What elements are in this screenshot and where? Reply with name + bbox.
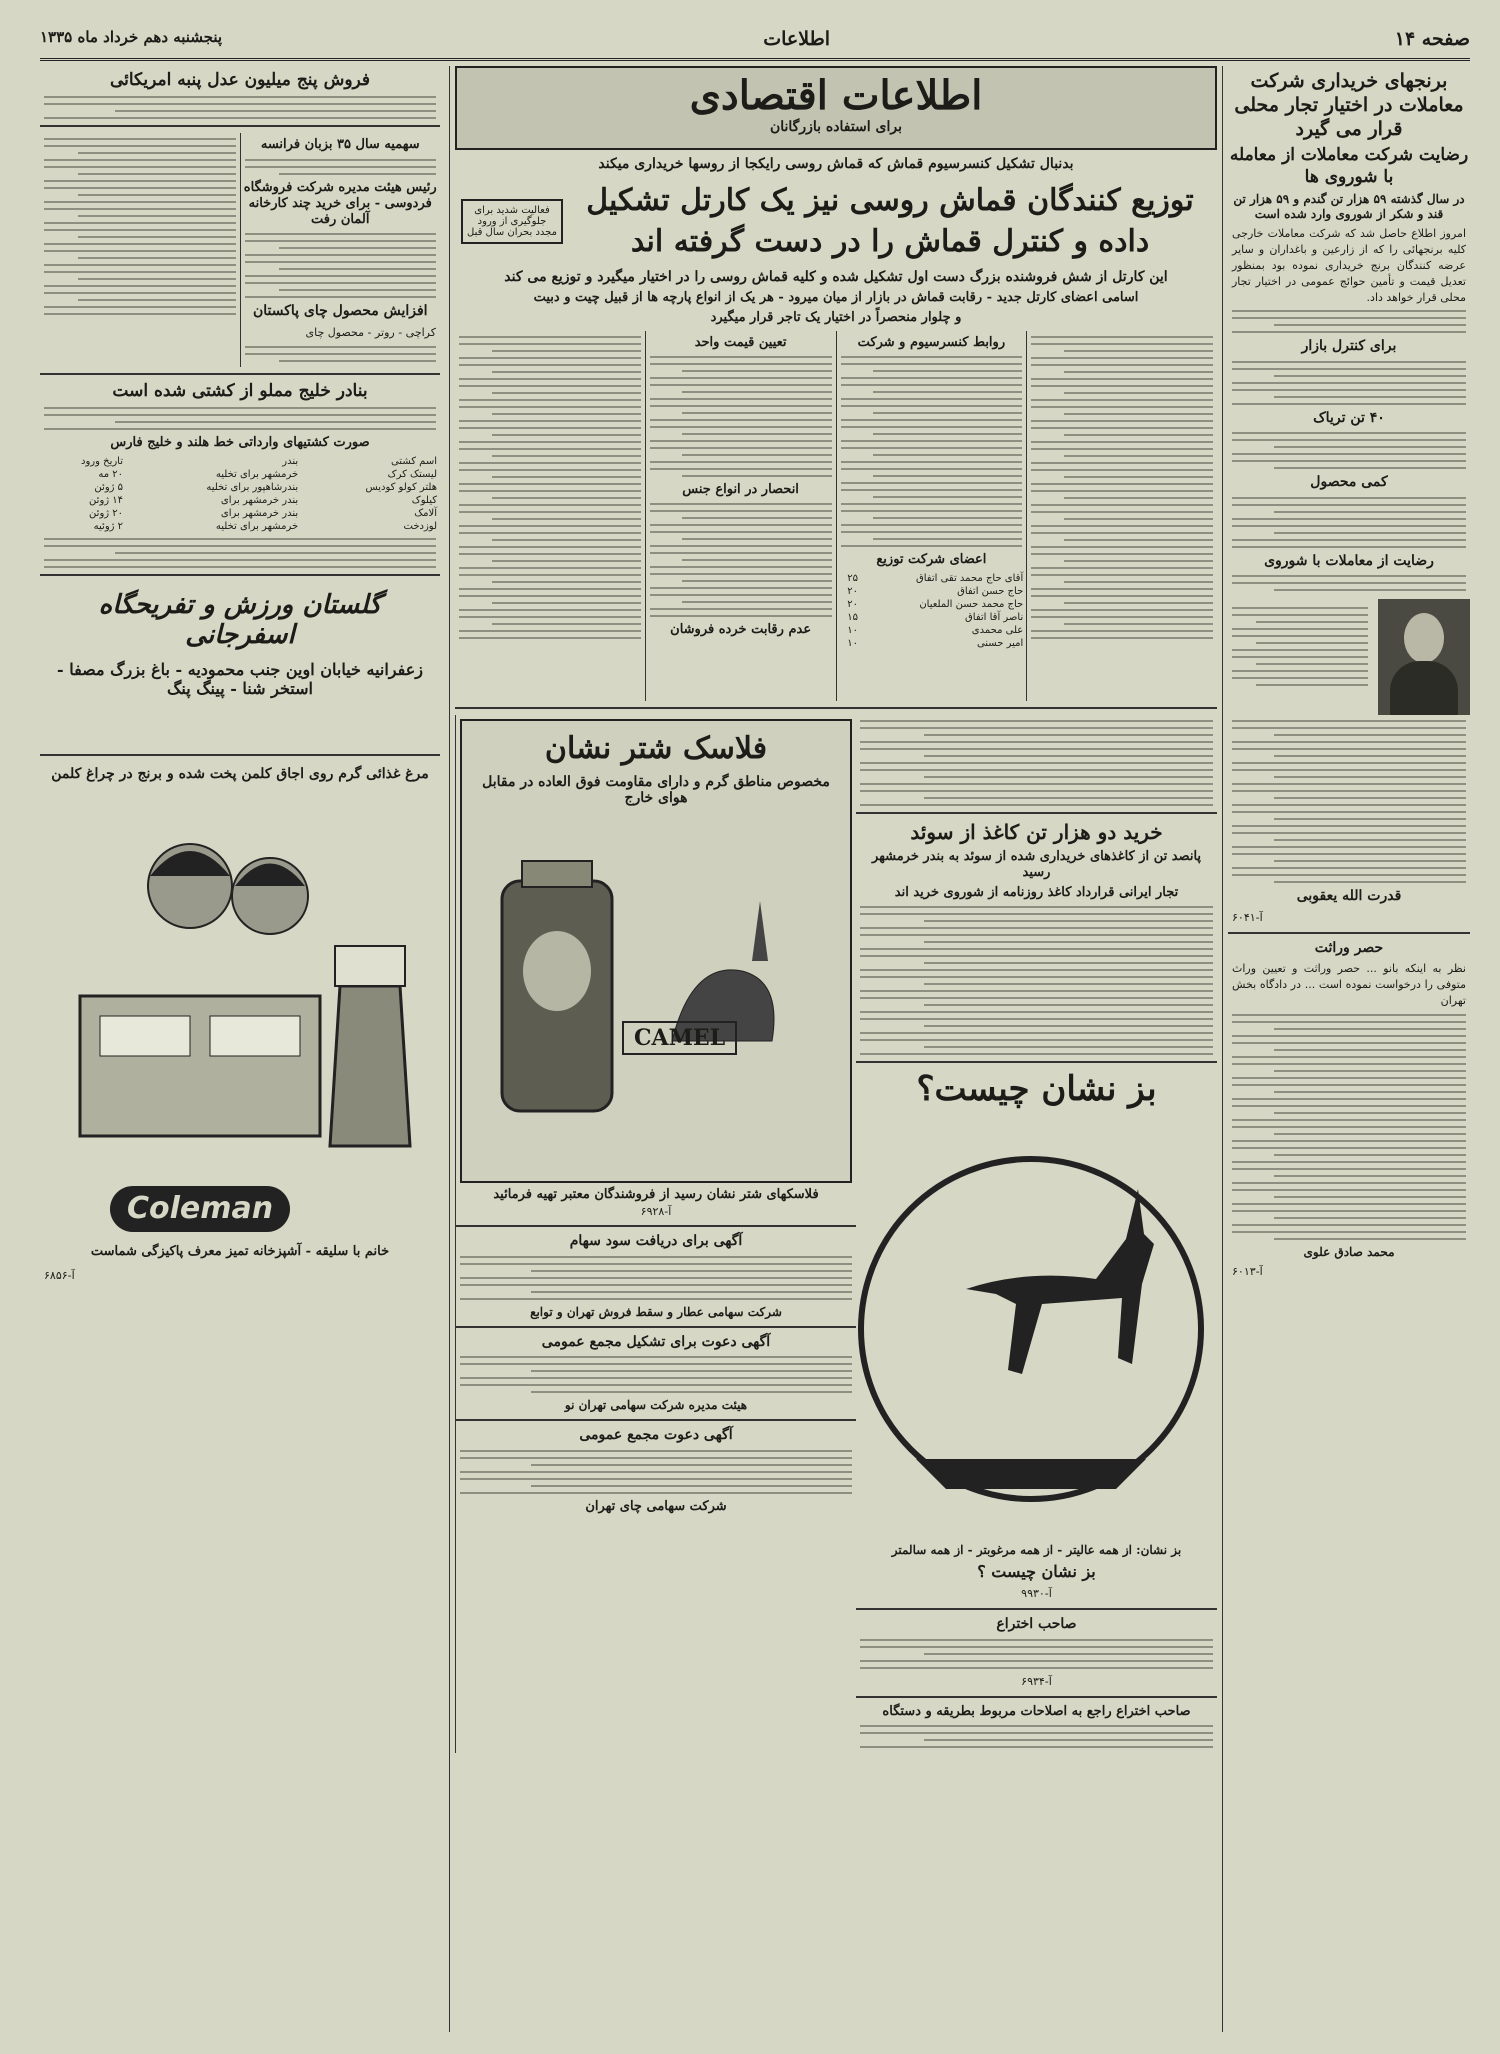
pakistan-sub: کراچی - روتر - محصول چای <box>305 325 436 339</box>
ships-table <box>40 455 440 533</box>
patent-head-1: صاحب اختراع <box>996 1616 1077 1633</box>
newspaper-page <box>40 22 1470 2032</box>
table-row: علی محمدی ۱۰ <box>847 625 1024 636</box>
soviet-headline: رضایت شرکت معاملات از معامله با شوروی ها <box>1229 145 1469 187</box>
cartel-deck-2: اسامی اعضای کارتل جدید - رقابت قماش در بازار از میان میرود - هر یک از انواع پارچه ها از قبیل چیت و دبیت <box>533 290 1139 305</box>
table-row: کیلوک بندر خرمشهر برای ۱۴ ژوئن <box>89 495 437 507</box>
masthead <box>40 22 1470 61</box>
retailers-subhead: عدم رقابت خرده فروشان <box>670 622 812 637</box>
paper-subhead-2: تجار ایرانی قرارداد کاغذ روزنامه از شوروی خرید اند <box>894 885 1179 900</box>
coleman-illustration <box>40 816 440 1196</box>
caption-code: آ-۶۰۴۱ <box>1232 910 1263 924</box>
meeting-head: آگهی دعوت برای تشکیل مجمع عمومی <box>541 1333 771 1350</box>
gulf-headline: بنادر خلیج مملو از کشتی شده است <box>112 380 368 401</box>
caption-name: قدرت الله یعقوبی <box>1296 888 1402 905</box>
cotton-headline: فروش پنج میلیون عدل پنبه امریکائی <box>109 70 371 90</box>
coleman-footer: خانم با سلیقه - آشپزخانه تمیز معرف پاکیزگی شماست <box>90 1244 390 1260</box>
soviet-subhead: در سال گذشته ۵۹ هزار تن گندم و ۵۹ هزار تن قند و شکر از شوروی وارد شده است <box>1233 191 1465 221</box>
members-subhead: اعضای شرکت توزیع <box>876 551 987 567</box>
rice-headline: برنجهای خریداری شرکت معاملات در اختیار تجار محلی قرار می گیرد <box>1234 70 1464 140</box>
patent-head-2: صاحب اختراع راجع به اصلاحات مربوط بطریقه و دستگاه <box>882 1703 1191 1719</box>
coleman-code: آ-۶۸۵۶ <box>44 1269 75 1283</box>
paper-name: اطلاعات <box>763 28 830 50</box>
french-head: سهمیه سال ۳۵ بزبان فرانسه <box>260 137 420 153</box>
ships-header-row: اسم کشتی بندر تاریخ ورود <box>81 456 437 468</box>
cartel-title-1: توزیع کنندگان قماش روسی نیز یک کارتل تشکیل <box>586 182 1194 218</box>
paper-headline: خرید دو هزار تن کاغذ از سوئد <box>910 819 1163 844</box>
meeting2-head: آگهی دعوت مجمع عمومی <box>579 1427 733 1444</box>
satisfaction-subhead: رضایت از معاملات با شوروی <box>1264 552 1434 569</box>
coleman-logo: Coleman <box>110 1186 290 1232</box>
dividend-head: آگهی برای دریافت سود سهام <box>569 1233 743 1250</box>
economic-banner <box>455 66 1217 150</box>
consortium-subhead: روابط کنسرسیوم و شرکت <box>857 334 1006 350</box>
issue-date: پنجشنبه دهم خرداد ماه ۱۳۳۵ <box>40 28 223 46</box>
dividend-company: شرکت سهامی عطار و سقط فروش تهران و توابع <box>530 1304 782 1319</box>
opium-subhead: ۴۰ تن تریاک <box>1313 409 1385 426</box>
shortage-subhead: کمی محصول <box>1310 474 1388 491</box>
table-row: هلتر کولو کودیس بندرشاهپور برای تخلیه ۵ ژوئن <box>94 482 437 494</box>
pakistan-head: افزایش محصول چای پاکستان <box>252 303 428 320</box>
inheritance-code: آ-۶۰۱۳ <box>1232 1265 1263 1279</box>
cartel-kicker: بدنبال تشکیل کنسرسیوم قماش که قماش روسی رایکجا از روسها خریداری میکند <box>598 156 1074 172</box>
cartel-note-box: فعالیت شدید برای جلوگیری از ورود مجدد بحران سال قبل <box>461 199 563 244</box>
goat-ad <box>856 1069 1217 1539</box>
paper-subhead: پانصد تن از کاغذهای خریداری شده از سوئد به بندر خرمشهر رسید <box>871 848 1202 880</box>
tea-company: شرکت سهامی چای تهران <box>585 1498 727 1514</box>
patent-code: آ-۶۹۳۴ <box>1021 1674 1052 1688</box>
page-number: صفحه ۱۴ <box>1394 28 1470 50</box>
table-row: امیر حسنی ۱۰ <box>847 638 1024 649</box>
board-head: رئیس هیئت مدیره شرکت فروشگاه فردوسی - برای خرید چند کارخانه آلمان رفت <box>243 179 437 227</box>
portrait-photo <box>1378 599 1470 715</box>
goat-illustration <box>856 1129 1206 1529</box>
signature: محمد صادق علوی <box>1303 1245 1395 1260</box>
cartel-deck-1: این کارتل از شش فروشنده بزرگ دست اول تشکیل شده و کلیه قماش روسی را در اختیار میگیرد و توزیع می کند <box>504 268 1168 285</box>
banner-subtitle: برای استفاده بازرگانان <box>769 119 903 135</box>
table-row: حاج محمد حسن الملعیان ۲۰ <box>847 599 1024 610</box>
center-area <box>455 66 1217 2032</box>
table-row: آلامک بندر خرمشهر برای ۲۰ ژوئن <box>89 508 437 520</box>
table-row: لوزدخت خرمشهر برای تخلیه ۲ ژوئیه <box>93 521 437 533</box>
meeting-board: هیئت مدیره شرکت سهامی تهران نو <box>564 1398 748 1413</box>
market-subhead: برای کنترل بازار <box>1301 338 1397 355</box>
table-row: آقای حاج محمد تقی اتفاق ۲۵ <box>847 573 1024 584</box>
goat-question: بز نشان چیست ؟ <box>977 1562 1096 1582</box>
left-column <box>40 66 440 2032</box>
table-row: ناصر آقا اتفاق ۱۵ <box>847 612 1024 623</box>
members-table <box>837 572 1027 650</box>
right-column <box>1228 66 1470 2032</box>
inheritance-text: نظر به اینکه بانو ... حصر وراثت و تعیین وراث متوفی را درخواست نموده است ... در دادگاه بخش تهران <box>1232 962 1466 1008</box>
thermos-ad: فلاسک شتر نشان مخصوص مناطق گرم و دارای مقاومت فوق العاده در مقابل هوای خارج CAMEL <box>460 719 852 1183</box>
goat-headline: بز نشان چیست؟ <box>916 1069 1157 1110</box>
table-row: حاج حسن اتفاق ۲۰ <box>847 586 1024 597</box>
goat-code: آ-۹۹۳۰ <box>1021 1587 1052 1601</box>
rice-paragraph: امروز اطلاع حاصل شد که شرکت معاملات خارجی کلیه برنجهائی را که از زارعین و باغداران و سایر عرضه کنندگان برنج خریداری نموده بود بمنظور تعدیل قیمت و تأمین حوائج عمومی در اختیار تجار محلی قرار خواهد داد. <box>1232 226 1466 304</box>
cartel-title-2: داده و کنترل قماش را در دست گرفته اند <box>630 224 1150 259</box>
coleman-ad: مرغ غذائی گرم روی اجاق کلمن پخت شده و برنج در چراغ کلمن Coleman خانم با سلیقه - آشپزخانه تمیز معرف پاکیزگی شماست آ-۶۸۵۶ <box>40 766 440 1286</box>
monopoly-subhead: انحصار در انواع جنس <box>682 481 799 497</box>
thermos-code: آ-۶۹۲۸ <box>640 1204 672 1218</box>
golestan-ad: گلستان ورزش و تفریحگاه اسفرجانی زعفرانیه خیابان اوین جنب محمودیه - باغ بزرگ مصفا - استخر شنا - پینگ پنگ <box>56 590 423 699</box>
goat-tagline: بز نشان: از همه عالیتر - از همه مرغوبتر - از همه سالمتر <box>891 1543 1182 1558</box>
thermos-illustration <box>462 841 852 1141</box>
camel-label: CAMEL <box>622 1021 737 1055</box>
price-subhead: تعیین قیمت واحد <box>694 334 787 350</box>
inheritance-head: حصر وراثت <box>1314 939 1384 956</box>
cartel-deck-3: و چلوار منحصراً در اختیار یک تاجر قرار میگیرد <box>710 310 962 326</box>
gulf-subhead: صورت کشتیهای وارداتی خط هلند و خلیج فارس <box>110 434 370 450</box>
banner-title: اطلاعات اقتصادی <box>689 72 983 119</box>
thermos-footer: فلاسکهای شتر نشان رسید از فروشندگان معتبر تهیه فرمائید <box>493 1186 819 1202</box>
table-row: لیستک کرک خرمشهر برای تخلیه ۲۰ مه <box>98 469 437 481</box>
